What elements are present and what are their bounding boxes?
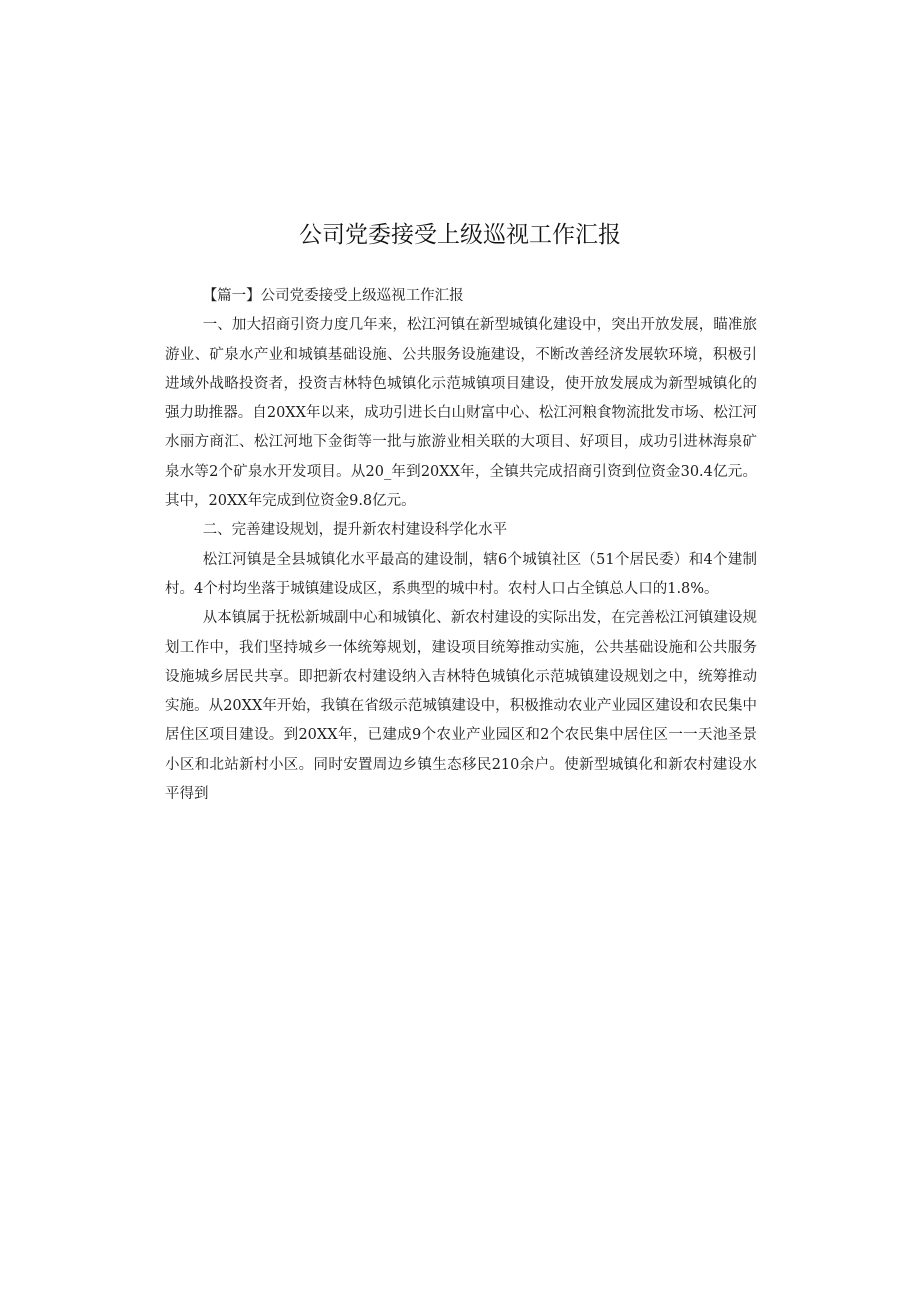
paragraph-planning-details: 从本镇属于抚松新城副中心和城镇化、新农村建设的实际出发，在完善松江河镇建设规划工作中，我们坚持城乡一体统筹规划，建设项目统筹推动实施，公共基础设施和公共服务设施城乡居民共享。即把新农村建设纳入吉林特色城镇化示范城镇建设规划之中，统筹推动实施。从20XX年开始，我镇在省级示范城镇建设中，积极推动农业产业园区建设和农民集中居住区项目建设。到20XX年，已建成9个农业产业园区和2个农民集中居住区一一天池圣景小区和北站新村小区。同时安置周边乡镇生态移民210余户。使新型城镇化和新农村建设水平得到 <box>165 610 757 803</box>
paragraph-investment: 一、加大招商引资力度几年来，松江河镇在新型城镇化建设中，突出开放发展，瞄准旅游业、矿泉水产业和城镇基础设施、公共服务设施建设，不断改善经济发展软环境，积极引进域外战略投资者，投资吉林特色城镇化示范城镇项目建设，使开放发展成为新型城镇化的强力助推器。自20XX年以来，成功引进长白山财富中心、松江河粮食物流批发市场、松江河水丽方商汇、松江河地下金街等一批与旅游业相关联的大项目、好项目，成功引进林海泉矿泉水等2个矿泉水开发项目。从20_年到20XX年，全镇共完成招商引资到位资金30.4亿元。其中，20XX年完成到位资金9.8亿元。 <box>165 317 757 510</box>
section-heading-planning: 二、完善建设规划，提升新农村建设科学化水平 <box>202 522 508 539</box>
section-heading-part-one: 【篇一】公司党委接受上级巡视工作汇报 <box>202 288 464 304</box>
document-title: 公司党委接受上级巡视工作汇报 <box>299 222 621 248</box>
document-body <box>165 282 757 809</box>
paragraph-town-overview: 松江河镇是全县城镇化水平最高的建设制，辖6个城镇社区（51个居民委）和4个建制村。4个村均坐落于城镇建设成区，系典型的城中村。农村人口占全镇总人口的1.8%。 <box>165 551 757 597</box>
